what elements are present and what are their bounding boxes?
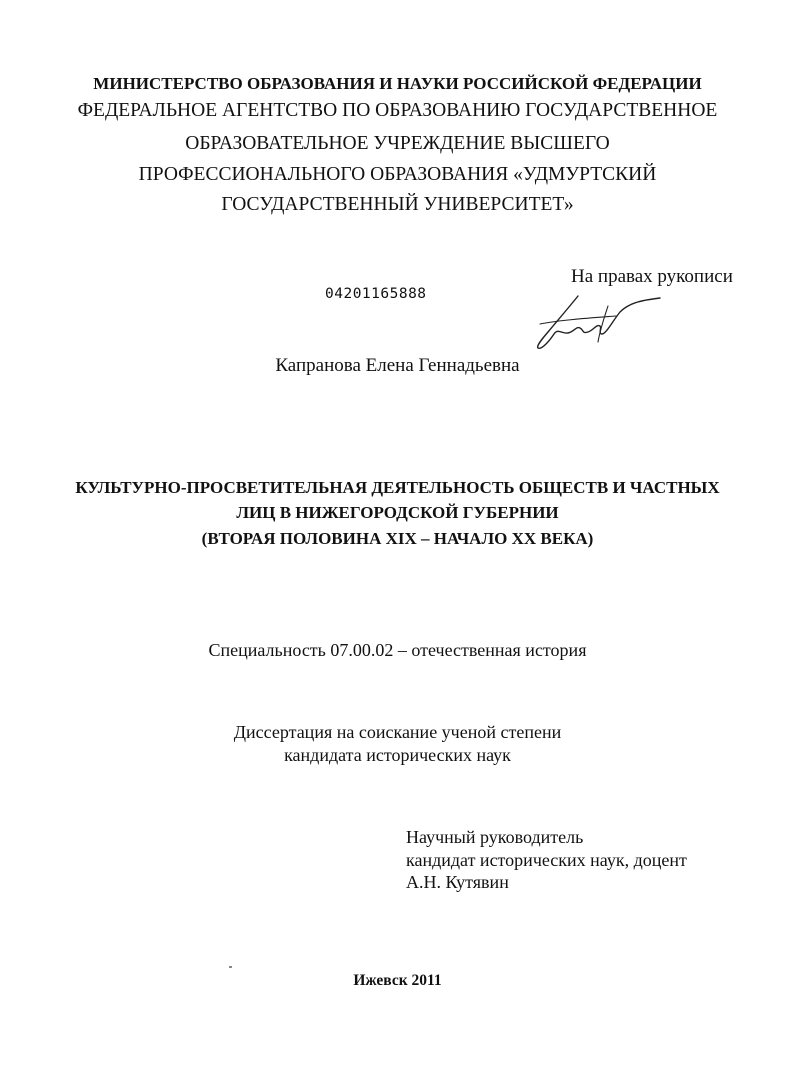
thesis-title-line-1: КУЛЬТУРНО-ПРОСВЕТИТЕЛЬНАЯ ДЕЯТЕЛЬНОСТЬ ОБЩЕСТВ И ЧАСТНЫХ [75, 478, 720, 497]
scan-speck [229, 966, 232, 968]
institution-line-2: ОБРАЗОВАТЕЛЬНОЕ УЧРЕЖДЕНИЕ ВЫСШЕГО [185, 133, 610, 154]
manuscript-note: На правах рукописи [571, 266, 733, 287]
ministry-heading: МИНИСТЕРСТВО ОБРАЗОВАНИЯ И НАУКИ РОССИЙСКОЙ ФЕДЕРАЦИИ [93, 74, 702, 93]
specialty-line: Специальность 07.00.02 – отечественная история [208, 640, 587, 660]
signature-stroke-tail [598, 306, 608, 342]
thesis-title-line-3: (ВТОРАЯ ПОЛОВИНА XIX – НАЧАЛО XX ВЕКА) [201, 529, 594, 548]
supervisor-name: А.Н. Кутявин [406, 872, 509, 892]
author-signature [520, 276, 680, 356]
supervisor-degree: кандидат исторических наук, доцент [406, 850, 687, 870]
degree-line-2: кандидата исторических наук [284, 745, 511, 765]
supervisor-role: Научный руководитель [406, 827, 584, 847]
institution-line-1: ФЕДЕРАЛЬНОЕ АГЕНТСТВО ПО ОБРАЗОВАНИЮ ГОСУДАРСТВЕННОЕ [77, 100, 718, 121]
thesis-title-line-2: ЛИЦ В НИЖЕГОРОДСКОЙ ГУБЕРНИИ [236, 503, 559, 522]
institution-line-3: ПРОФЕССИОНАЛЬНОГО ОБРАЗОВАНИЯ «УДМУРТСКИЙ [138, 164, 657, 185]
author-name: Капранова Елена Геннадьевна [275, 355, 520, 376]
institution-line-4: ГОСУДАРСТВЕННЫЙ УНИВЕРСИТЕТ» [221, 194, 574, 215]
city-year: Ижевск 2011 [353, 972, 442, 989]
catalog-number: 04201165888 [325, 286, 427, 302]
degree-line-1: Диссертация на соискание ученой степени [233, 722, 562, 742]
